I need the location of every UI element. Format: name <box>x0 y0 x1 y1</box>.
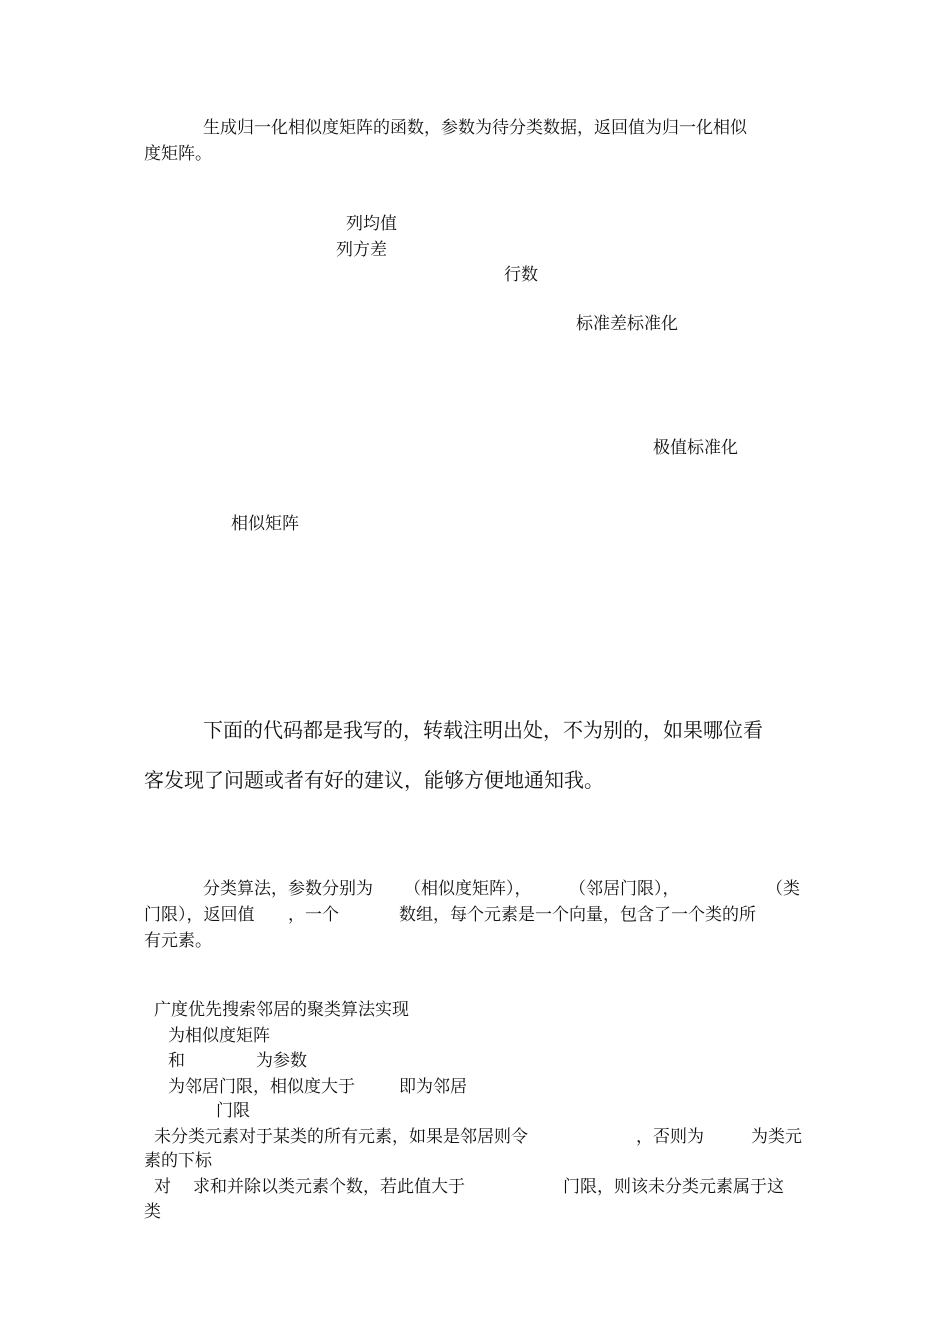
code-comment-8-a: 对 <box>154 1177 171 1197</box>
code-comment-6-b: ，否则为 <box>636 1127 704 1147</box>
code-comment-3-a: 和 <box>168 1051 185 1071</box>
code-comment-3-b: 为参数 <box>256 1051 307 1071</box>
author-note-line-1: 下面的代码都是我写的，转载注明出处，不为别的，如果哪位看 <box>203 718 763 742</box>
code-comment-6-c: 为类元 <box>751 1127 802 1147</box>
code-comment-4-b: 即为邻居 <box>399 1077 467 1097</box>
algo-desc-line-3: 有元素。 <box>144 931 212 951</box>
code-comment-6-a: 未分类元素对于某类的所有元素，如果是邻居则令 <box>154 1127 528 1147</box>
intro-paragraph-line-1: 生成归一化相似度矩阵的函数，参数为待分类数据，返回值为归一化相似 <box>203 118 747 138</box>
comment-std-normalization: 标准差标准化 <box>576 314 678 334</box>
code-comment-4-a: 为邻居门限，相似度大于 <box>168 1077 355 1097</box>
algo-desc-line-2-a: 门限），返回值 <box>144 905 255 925</box>
code-comment-9: 类 <box>144 1202 161 1222</box>
comment-column-mean: 列均值 <box>346 214 397 234</box>
algo-desc-line-1-a: 分类算法，参数分别为 <box>203 879 373 899</box>
code-comment-1: 广度优先搜索邻居的聚类算法实现 <box>154 1000 409 1020</box>
code-comment-2: 为相似度矩阵 <box>168 1026 270 1046</box>
comment-range-normalization: 极值标准化 <box>653 438 738 458</box>
code-comment-8-c: 门限，则该未分类元素属于这 <box>563 1177 784 1197</box>
algo-desc-line-2-b: ，一个 <box>288 905 339 925</box>
comment-column-variance: 列方差 <box>336 240 387 260</box>
algo-desc-line-2-c: 数组，每个元素是一个向量，包含了一个类的所 <box>399 905 756 925</box>
author-note-line-2: 客发现了问题或者有好的建议，能够方便地通知我。 <box>144 768 604 792</box>
comment-row-count: 行数 <box>504 265 538 285</box>
code-comment-8-b: 求和并除以类元素个数，若此值大于 <box>193 1177 465 1197</box>
intro-paragraph-line-2: 度矩阵。 <box>144 144 212 164</box>
code-comment-7: 素的下标 <box>144 1151 212 1171</box>
algo-desc-line-1-b: （相似度矩阵）， <box>404 879 532 899</box>
comment-similarity-matrix: 相似矩阵 <box>231 514 299 534</box>
algo-desc-line-1-c: （邻居门限）， <box>569 879 680 899</box>
algo-desc-line-1-d: （类 <box>766 879 800 899</box>
code-comment-5: 门限 <box>216 1101 250 1121</box>
